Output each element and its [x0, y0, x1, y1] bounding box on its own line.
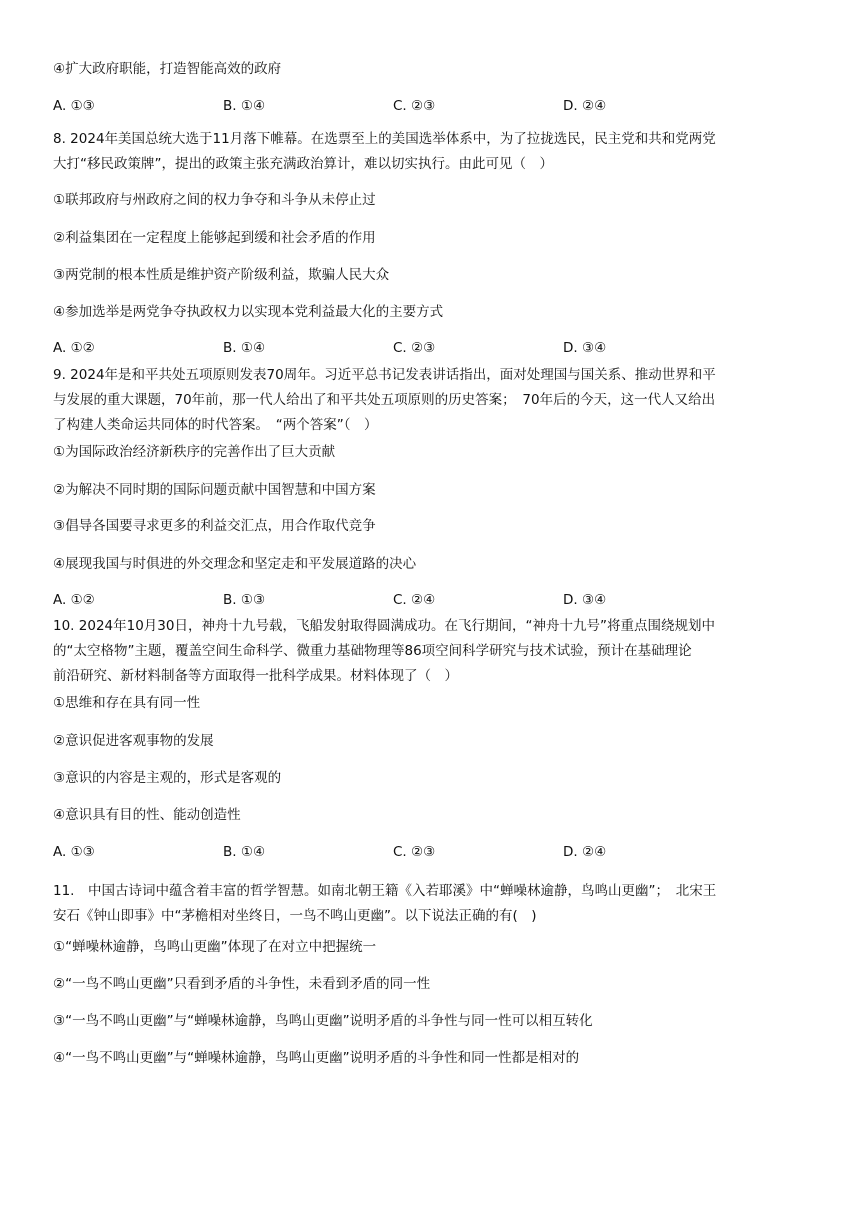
q10-stem-line-2: 的“太空格物”主题，覆盖空间生命科学、微重力基础物理等86项空间科学研究与技术试验，预计在基础理论 — [53, 643, 692, 659]
q9-option-a: A. ①② — [53, 592, 95, 608]
q8-options — [53, 339, 813, 357]
q9-item-2: ②为解决不同时期的国际问题贡献中国智慧和中国方案 — [53, 482, 376, 498]
q10-item-4: ④意识具有目的性、能动创造性 — [53, 807, 241, 823]
q11-item-3: ③“一鸟不鸣山更幽”与“蝉噪林逾静，鸟鸣山更幽”说明矛盾的斗争性与同一性可以相互转化 — [53, 1013, 593, 1029]
q10-option-a: A. ①③ — [53, 844, 95, 860]
q9-stem-line-3: 了构建人类命运共同体的时代答案。 “两个答案”（ ） — [53, 417, 378, 433]
q8-item-1: ①联邦政府与州政府之间的权力争夺和斗争从未停止过 — [53, 192, 376, 208]
q9-stem-line-1: 9. 2024年是和平共处五项原则发表70周年。习近平总书记发表讲话指出，面对处理国与国关系、推动世界和平 — [53, 367, 716, 383]
q11-item-4: ④“一鸟不鸣山更幽”与“蝉噪林逾静，鸟鸣山更幽”说明矛盾的斗争性和同一性都是相对的 — [53, 1050, 580, 1066]
q9-option-c: C. ②④ — [393, 592, 436, 608]
q10-item-1: ①思维和存在具有同一性 — [53, 695, 201, 711]
q8-item-3: ③两党制的根本性质是维护资产阶级利益，欺骗人民大众 — [53, 267, 390, 283]
q11-stem-line-1: 11. 中国古诗词中蕴含着丰富的哲学智慧。如南北朝王籍《入若耶溪》中“蝉噪林逾静，鸟鸣山更幽”； 北宋王 — [53, 883, 717, 899]
q8-item-4: ④参加选举是两党争夺执政权力以实现本党利益最大化的主要方式 — [53, 304, 444, 320]
q10-option-b: B. ①④ — [223, 844, 266, 860]
q11-item-1: ①“蝉噪林逾静，鸟鸣山更幽”体现了在对立中把握统一 — [53, 939, 377, 955]
q8-option-b: B. ①④ — [223, 340, 266, 356]
q9-option-b: B. ①③ — [223, 592, 266, 608]
q8-option-a: A. ①② — [53, 340, 95, 356]
q7-option-a: A. ①③ — [53, 98, 95, 114]
q8-item-2: ②利益集团在一定程度上能够起到缓和社会矛盾的作用 — [53, 230, 376, 246]
q7-option-c: C. ②③ — [393, 98, 436, 114]
q8-stem-line-2: 大打“移民政策牌”，提出的政策主张充满政治算计，难以切实执行。由此可见（ ） — [53, 156, 553, 172]
q8-stem-line-1: 8. 2024年美国总统大选于11月落下帷幕。在选票至上的美国选举体系中，为了拉拢选民，民主党和共和党两党 — [53, 131, 716, 147]
q10-stem-line-3: 前沿研究、新材料制备等方面取得一批科学成果。材料体现了（ ） — [53, 668, 458, 684]
q10-option-c: C. ②③ — [393, 844, 436, 860]
q7-options — [53, 97, 813, 115]
q11-stem-line-2: 安石《钟山即事》中“茅檐相对坐终日，一鸟不鸣山更幽”。以下说法正确的有( ) — [53, 908, 537, 924]
q7-option-d: D. ②④ — [563, 98, 607, 114]
q9-option-d: D. ③④ — [563, 592, 607, 608]
q11-item-2: ②“一鸟不鸣山更幽”只看到矛盾的斗争性，未看到矛盾的同一性 — [53, 976, 431, 992]
q9-item-3: ③倡导各国要寻求更多的利益交汇点，用合作取代竞争 — [53, 518, 376, 534]
q8-option-d: D. ③④ — [563, 340, 607, 356]
q7-option-b: B. ①④ — [223, 98, 266, 114]
q10-stem-line-1: 10. 2024年10月30日，神舟十九号载，飞船发射取得圆满成功。在飞行期间，“神舟十九号”将重点围绕规划中 — [53, 618, 715, 634]
q9-item-1: ①为国际政治经济新秩序的完善作出了巨大贡献 — [53, 444, 336, 460]
q10-item-3: ③意识的内容是主观的，形式是客观的 — [53, 770, 282, 786]
q9-options — [53, 591, 813, 609]
q10-item-2: ②意识促进客观事物的发展 — [53, 733, 214, 749]
q9-item-4: ④展现我国与时俱进的外交理念和坚定走和平发展道路的决心 — [53, 556, 417, 572]
q10-options — [53, 843, 813, 861]
q8-option-c: C. ②③ — [393, 340, 436, 356]
q10-option-d: D. ②④ — [563, 844, 607, 860]
q7-item-4: ④扩大政府职能，打造智能高效的政府 — [53, 61, 282, 77]
q9-stem-line-2: 与发展的重大课题，70年前，那一代人给出了和平共处五项原则的历史答案； 70年后的今天，这一代人又给出 — [53, 392, 716, 408]
